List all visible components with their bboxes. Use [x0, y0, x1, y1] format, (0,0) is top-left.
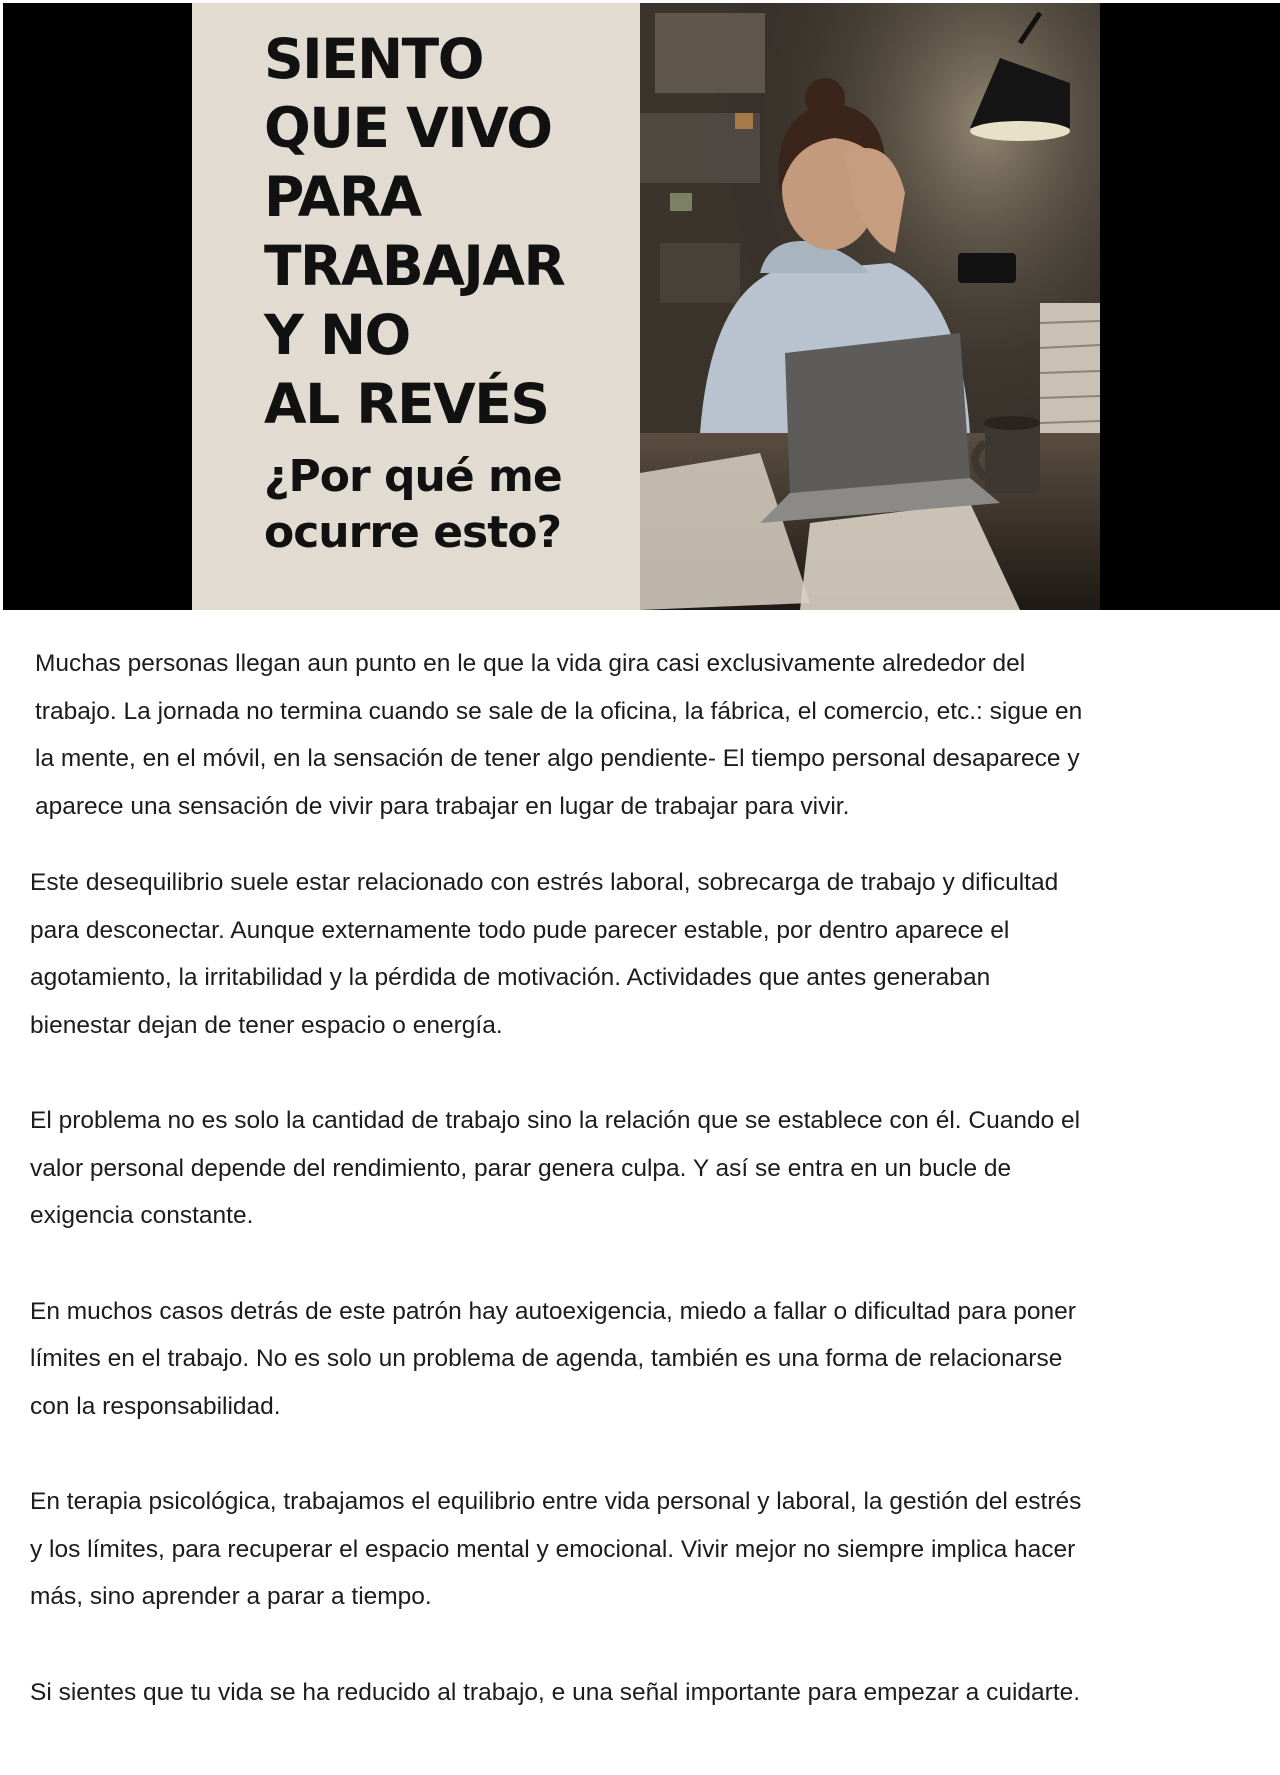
text-line: con la responsabilidad.	[30, 1392, 281, 1420]
text-line: aparece una sensación de vivir para trabajar en lugar de trabajar para vivir.	[35, 792, 850, 820]
text-line: agotamiento, la irritabilidad y la pérdida de motivación. Actividades que antes generaban	[30, 964, 991, 991]
hero-headline-line: AL REVÉS	[264, 372, 549, 436]
text-line: En muchos casos detrás de este patrón hay autoexigencia, miedo a fallar o dificultad para poner	[30, 1297, 1076, 1325]
article-body	[30, 640, 1250, 1764]
text-line: para desconectar. Aunque externamente todo pude parecer estable, por dentro aparece el	[30, 916, 1010, 944]
hero-photo-illustration	[640, 3, 1100, 610]
hero-image	[3, 3, 1280, 610]
text-line: exigencia constante.	[30, 1202, 254, 1229]
text-line: El problema no es solo la cantidad de trabajo sino la relación que se establece con él. Cuando el	[30, 1107, 1081, 1134]
hero-headline-line: SIENTO	[264, 27, 483, 91]
text-line: Este desequilibrio suele estar relacionado con estrés laboral, sobrecarga de trabajo y dificultad	[30, 869, 1059, 896]
text-line: En terapia psicológica, trabajamos el equilibrio entre vida personal y laboral, la gestión del estrés	[30, 1488, 1082, 1515]
text-line: y los límites, para recuperar el espacio mental y emocional. Vivir mejor no siempre implica hacer	[30, 1535, 1076, 1563]
text-line: límites en el trabajo. No es solo un problema de agenda, también es una forma de relacionarse	[30, 1345, 1063, 1372]
hero-headline	[264, 25, 640, 439]
text-line: valor personal depende del rendimiento, parar genera culpa. Y así se entra en un bucle de	[30, 1154, 1012, 1182]
paragraph	[30, 1288, 1250, 1431]
hero-headline-line: QUE VIVO	[264, 96, 552, 160]
paragraph	[30, 1478, 1250, 1621]
hero-headline-line: Y NO	[264, 303, 410, 367]
hero-photo	[640, 3, 1100, 610]
hero-headline-line: PARA	[264, 165, 421, 229]
clock-icon	[958, 253, 1016, 283]
paragraph	[30, 1097, 1250, 1240]
hero-question-line: ¿Por qué me	[264, 451, 562, 502]
hero-question-line: ocurre esto?	[264, 507, 562, 558]
text-line: más, sino aprender a parar a tiempo.	[30, 1583, 432, 1610]
intro-paragraph	[30, 640, 1250, 830]
text-line: bienestar dejan de tener espacio o energía.	[30, 1011, 503, 1039]
hero-panel	[192, 3, 1100, 610]
closing-paragraph	[30, 1669, 1250, 1717]
hero-headline-line: TRABAJAR	[264, 234, 565, 298]
hero-text-panel	[192, 3, 640, 610]
hero-question	[264, 449, 640, 561]
text-line: Si sientes que tu vida se ha reducido al trabajo, e una señal importante para empezar a cuidarte.	[30, 1678, 1081, 1706]
text-line: la mente, en el móvil, en la sensación de tener algo pendiente- El tiempo personal desaparece y	[35, 745, 1080, 772]
text-line: trabajo. La jornada no termina cuando se sale de la oficina, la fábrica, el comercio, etc.: sigue en	[35, 697, 1083, 725]
paragraph	[30, 859, 1250, 1049]
text-line: Muchas personas llegan aun punto en le que la vida gira casi exclusivamente alrededor del	[35, 650, 1026, 677]
